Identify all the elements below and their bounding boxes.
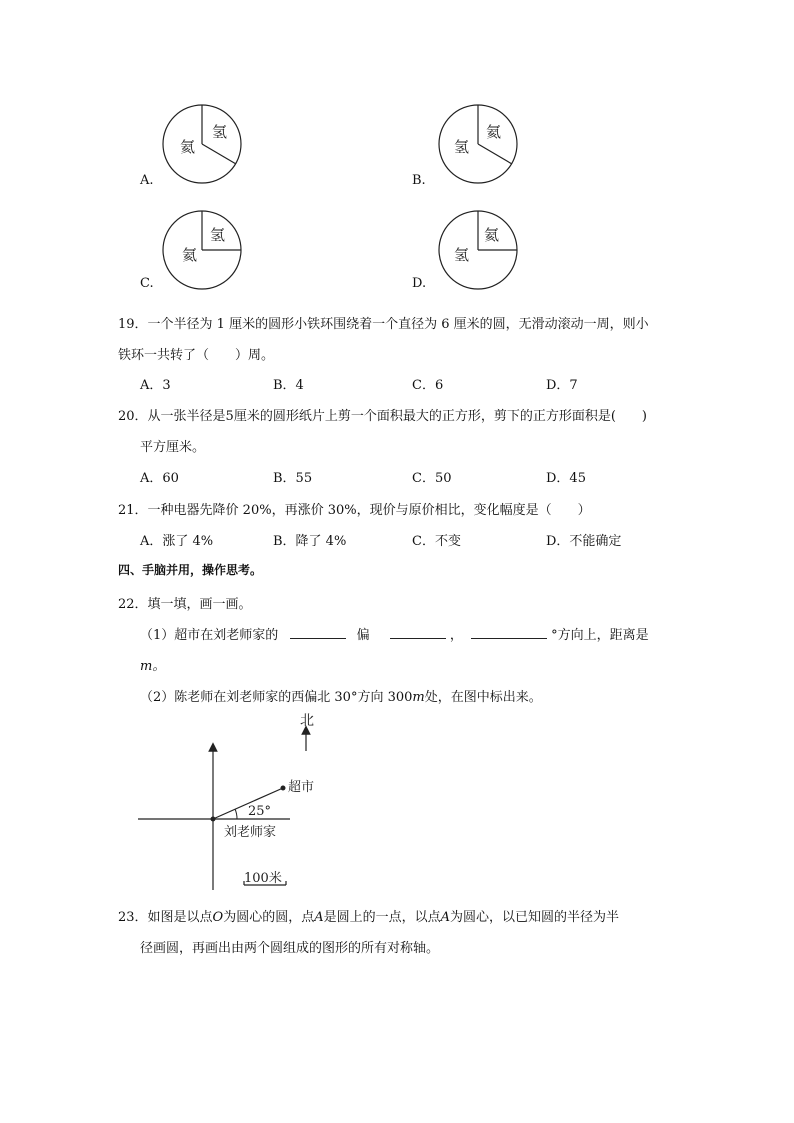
q20-option-d: D．45: [546, 471, 586, 486]
q23-line1: [118, 906, 619, 925]
option-d-letter: D.: [412, 276, 427, 291]
pie-option-c: [160, 206, 244, 296]
q20-option-a: A．60: [140, 471, 179, 486]
north-label: 北: [300, 713, 314, 729]
option-c-letter: C.: [140, 276, 154, 291]
q23-point-o: O: [212, 910, 224, 925]
pie-b-right-label: 氦: [486, 123, 502, 141]
pie-c-left-label: 氦: [182, 246, 198, 264]
angle-arc: [235, 809, 237, 819]
answer-blank-1[interactable]: [290, 625, 346, 639]
q19-line2: 铁环一共转了（ ）周。: [118, 348, 275, 363]
pie-a-right-label: 氢: [212, 123, 228, 141]
q20-option-b: B．55: [273, 471, 313, 486]
q21-option-b: B．降了 4%: [273, 534, 347, 549]
q22-title: 22．填一填，画一画。: [118, 597, 252, 612]
q22-part1: [140, 624, 649, 643]
q22-part2-text-a: （2）陈老师在刘老师家的西偏北 30°方向 300: [140, 690, 413, 705]
q19-option-a: A．3: [140, 378, 171, 393]
q20-line2: 平方厘米。: [140, 440, 206, 455]
q19-option-b: B．4: [273, 378, 304, 393]
q21-option-a: A．涨了 4%: [140, 534, 214, 549]
angle-label: 25°: [248, 804, 272, 819]
q22-part1-text-b: 偏: [356, 628, 370, 643]
q19-option-c: C．6: [412, 378, 444, 393]
q21-option-c: C．不变: [412, 534, 461, 549]
pie-d-left-label: 氢: [454, 246, 470, 264]
pie-option-d: [436, 206, 520, 296]
scale-label: 100米: [244, 871, 282, 886]
section-heading: 四、手脑并用，操作思考。: [118, 563, 263, 577]
q23-text-c: 是圆上的一点，以点: [323, 910, 441, 925]
q23-point-a: A: [314, 910, 324, 925]
q22-part1-text-d: °方向上，距离是: [551, 628, 649, 643]
q20-option-c: C．50: [412, 471, 452, 486]
q22-part1-text-a: （1）超市在刘老师家的: [140, 628, 279, 643]
pie-d-right-label: 氦: [484, 226, 500, 244]
pie-a-left-label: 氦: [180, 138, 196, 156]
q22-part1-unit: m。: [140, 659, 166, 674]
q19-option-d: D．7: [546, 378, 578, 393]
store-point: [281, 786, 286, 791]
home-label: 刘老师家: [224, 825, 277, 840]
pie-c-right-label: 氢: [210, 226, 226, 244]
q22-part2: [140, 686, 542, 705]
answer-blank-3[interactable]: [471, 625, 547, 639]
q22-part2-unit-m: m: [412, 690, 425, 705]
q22-part1-text-c: ，: [449, 628, 463, 643]
pie-option-b: [436, 100, 520, 190]
q23-text-a: 23．如图是以点: [118, 910, 213, 925]
pie-b-left-label: 氢: [454, 138, 470, 156]
q23-text-d: 为圆心，以已知圆的半径为半: [450, 910, 620, 925]
q20-line1: 20．从一张半径是5厘米的圆形纸片上剪一个面积最大的正方形，剪下的正方形面积是( ): [118, 409, 647, 424]
pie-option-a: [160, 100, 244, 190]
q19-line1: 19．一个半径为 1 厘米的圆形小铁环围绕着一个直径为 6 厘米的圆，无滑动滚动一周，则小: [118, 317, 649, 332]
q21-line1: 21．一种电器先降价 20%，再涨价 30%，现价与原价相比，变化幅度是（ ）: [118, 503, 591, 518]
direction-diagram: [130, 705, 360, 900]
q22-part2-text-b: 处，在图中标出来。: [424, 690, 542, 705]
option-b-letter: B.: [412, 173, 426, 188]
answer-blank-2[interactable]: [390, 625, 446, 639]
store-label: 超市: [288, 780, 315, 795]
q21-option-d: D．不能确定: [546, 534, 622, 549]
q23-point-a2: A: [440, 910, 451, 925]
option-a-letter: A.: [140, 173, 154, 188]
q23-line2: 径画圆，再画出由两个圆组成的图形的所有对称轴。: [140, 941, 440, 956]
q23-text-b: 为圆心的圆，点: [223, 910, 315, 925]
